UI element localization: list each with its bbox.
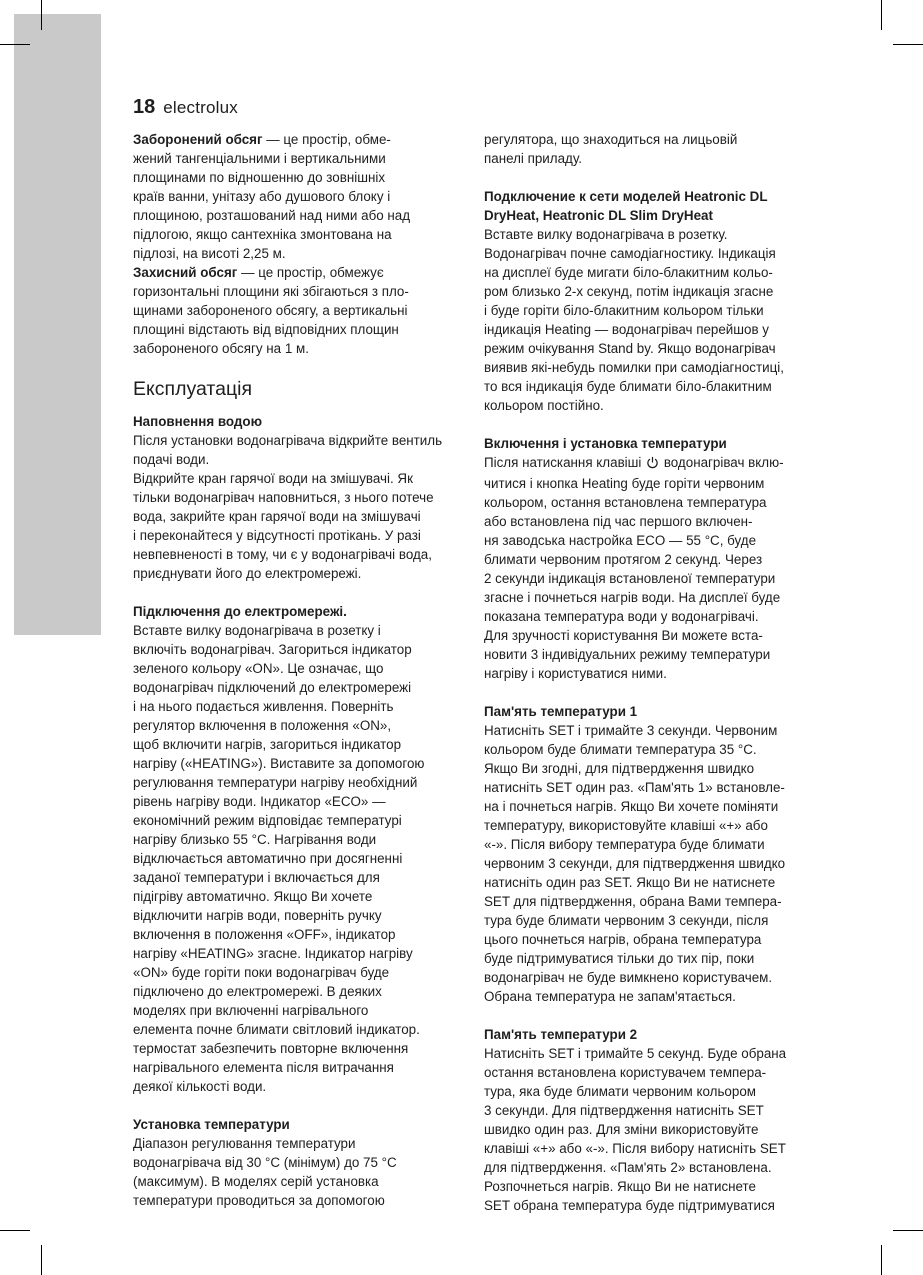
text-line: натисніть один раз SET. Якщо Ви не натиснете: [484, 875, 776, 890]
filling-water-text: [133, 431, 463, 583]
crop-mark: [893, 1230, 923, 1231]
text-line: [484, 453, 814, 474]
text-line: щинами забороненого обсягу, а вертикальні: [133, 303, 408, 318]
text-line: площиною, розташований над ними або над: [133, 208, 411, 223]
text-line: на і почнеться нагрів. Якщо Ви хочете поміняти: [484, 799, 779, 814]
text-line: щоб включити нагрів, загориться індикатор: [133, 737, 402, 752]
left-column: [133, 130, 463, 1210]
text-line: подачі води.: [133, 452, 210, 467]
heading-power-connection: Підключення до електромережі.: [133, 604, 347, 619]
text-line: Вставте вилку водонагрівача в розетку і: [133, 623, 381, 638]
term-protective-volume: Захисний обсяг: [133, 265, 238, 280]
text-line: Відкрийте кран гарячої води на змішувачі. Як: [133, 471, 413, 486]
continuation-text: [484, 130, 814, 168]
text-line: Для зручності користування Ви можете вста-: [484, 628, 763, 643]
text-line: натисніть SET один раз. «Пам'ять 1» встановле-: [484, 780, 785, 795]
text-line: невпевненості в тому, чи є у водонагрівачі вода,: [133, 547, 432, 562]
text-line: 2 секунди індикація встановленої температури: [484, 571, 776, 586]
text-line: панелі приладу.: [484, 151, 582, 166]
crop-mark: [41, 1245, 42, 1275]
heading-filling-water: Наповнення водою: [133, 414, 263, 429]
text-line: клавіші «+» або «-». Після вибору натисніть SET: [484, 1141, 786, 1156]
term-prohibited-volume: Заборонений обсяг: [133, 132, 263, 147]
text-line: ня заводська настройка ECO — 55 °C, буде: [484, 533, 757, 548]
text-line: підлозі, на висоті 2,25 м.: [133, 246, 286, 261]
text-line: цього почнеться нагрів, обрана температура: [484, 932, 762, 947]
text-line: згасне і почнеться нагрів води. На дисплеї буде: [484, 590, 781, 605]
text-line: остання встановлена користувачем темпера-: [484, 1065, 767, 1080]
text-line: або встановлена під час першого включен-: [484, 514, 753, 529]
text-line: країв ванни, унітазу або душового блоку і: [133, 189, 391, 204]
crop-mark: [893, 44, 923, 45]
text-line: SET обрана температура буде підтримуватися: [484, 1198, 775, 1213]
text-line: нагріву («HEATING»). Виставите за допомогою: [133, 756, 425, 771]
text-line: на дисплеї буде мигати біло-блакитним кольо-: [484, 265, 773, 280]
text-line: рівень нагріву води. Індикатор «ECO» —: [133, 794, 386, 809]
temperature-setting-text: [133, 1134, 463, 1210]
text-line: виявив які-небудь помилки при самодіагностиці,: [484, 360, 784, 375]
text-line: водонагрівач підключений до електромережі: [133, 680, 412, 695]
text-line: червоним 3 секунди, для підтвердження швидко: [484, 856, 786, 871]
heatronic-connection-text: [484, 225, 814, 415]
switch-on-temperature-text: [484, 453, 814, 683]
power-icon: [646, 455, 659, 474]
text-line: кольором, остання встановлена температура: [484, 495, 767, 510]
text-line: нагріву і користуватися ними.: [484, 666, 667, 681]
crop-mark: [0, 44, 30, 45]
text-line: індикація Heating — водонагрівач перейшов у: [484, 322, 769, 337]
text-line: кольором буде блимати температура 35 °C.: [484, 742, 757, 757]
crop-mark: [881, 0, 882, 30]
text-line: нагріву близько 55 °С. Нагрівання води: [133, 832, 377, 847]
text-line: заданої температури і включається для: [133, 870, 380, 885]
heading-line: Подключение к сети моделей Heatronic DL: [484, 189, 768, 204]
text-line: тура буде блимати червоним 3 секунди, після: [484, 913, 769, 928]
text-line: підігріву автоматично. Якщо Ви хочете: [133, 889, 373, 904]
text-line: читися і кнопка Heating буде горіти червоним: [484, 476, 765, 491]
text-line: Натисніть SET і тримайте 5 секунд. Буде обрана: [484, 1046, 787, 1061]
text-line: новити 3 індивідуальних режиму температури: [484, 647, 771, 662]
text-line: SET для підтвердження, обрана Вами темпера-: [484, 894, 782, 909]
brand-name: electrolux: [163, 98, 239, 117]
text-line: відключається автоматично при досягненні: [133, 851, 403, 866]
text-line: температури проводиться за допомогою: [133, 1193, 385, 1208]
crop-mark: [881, 1245, 882, 1275]
heading-heatronic-connection: [484, 187, 814, 225]
text-line: кольором постійно.: [484, 398, 604, 413]
right-column: [484, 130, 814, 1215]
text-line: нагріву «HEATING» згасне. Індикатор нагріву: [133, 946, 413, 961]
text-line: і на нього подається живлення. Поверніть: [133, 699, 394, 714]
text-line: водонагрівача від 30 °С (мінімум) до 75 °С: [133, 1155, 397, 1170]
heading-switch-on-temperature: Включення і установка температури: [484, 436, 727, 451]
memory-2-text: [484, 1044, 814, 1215]
text-line: забороненого обсягу на 1 м.: [133, 341, 309, 356]
text-line: горизонтальні площини які збігаються з пло-: [133, 284, 409, 299]
protective-volume-paragraph: [133, 263, 463, 358]
text-line: включіть водонагрівач. Загориться індикатор: [133, 642, 412, 657]
text-line: буде підтримуватися тільки до тих пір, поки: [484, 951, 755, 966]
text-line: то вся індикація буде блимати біло-блакитним: [484, 379, 772, 394]
text-line: 3 секунди. Для підтвердження натисніть SET: [484, 1103, 764, 1118]
text-line: Натисніть SET і тримайте 3 секунди. Червоним: [484, 723, 778, 738]
text-line: блимати червоним протягом 2 секунд. Через: [484, 552, 763, 567]
text-line: ром близько 2-х секунд, потім індикація згасне: [484, 284, 774, 299]
text-line: водонагрівач не буде вимкнено користувачем.: [484, 970, 773, 985]
text-line: регулятора, що знаходиться на лицьовій: [484, 132, 738, 147]
text-line: підлогою, якщо сантехніка змонтована на: [133, 227, 392, 242]
memory-1-text: [484, 721, 814, 1006]
text-line: елемента почне блимати світловий індикатор.: [133, 1022, 420, 1037]
crop-mark: [41, 0, 42, 30]
text-fragment: Після натискання клавіші: [484, 455, 646, 470]
text-line: режим очікування Stand by. Якщо водонагрівач: [484, 341, 776, 356]
text-line: Розпочнеться нагрів. Якщо Ви не натиснете: [484, 1179, 756, 1194]
text-line: Діапазон регулювання температури: [133, 1136, 356, 1151]
text-line: (максимум). В моделях серій установка: [133, 1174, 379, 1189]
text-line: вода, закрийте кран гарячої води на змішувачі: [133, 509, 421, 524]
crop-mark: [0, 1230, 30, 1231]
page-number: 18: [133, 96, 156, 118]
text-line: регулятор включення в положення «ON»,: [133, 718, 392, 733]
text-line: — це простір, обме-: [262, 132, 391, 147]
text-line: тура, яка буде блимати червоним кольором: [484, 1084, 756, 1099]
text-line: підключено до електромережі. В деяких: [133, 984, 382, 999]
heading-memory-1: Пам'ять температури 1: [484, 704, 638, 719]
text-line: деякої кількості води.: [133, 1079, 267, 1094]
text-line: швидко один раз. Для зміни використовуйте: [484, 1122, 759, 1137]
text-line: відключити нагрів води, поверніть ручку: [133, 908, 382, 923]
text-line: нагрівального елемента після витрачання: [133, 1060, 394, 1075]
heading-temperature-setting: Установка температури: [133, 1117, 290, 1132]
page-header: [133, 96, 238, 122]
heading-memory-2: Пам'ять температури 2: [484, 1027, 638, 1042]
page-edge-tab: [14, 14, 101, 635]
text-line: зеленого кольору «ON». Це означає, що: [133, 661, 384, 676]
text-line: жений тангенціальними і вертикальними: [133, 151, 386, 166]
text-line: Обрана температура не запам'ятається.: [484, 989, 736, 1004]
text-line: тільки водонагрівач наповниться, з нього потече: [133, 490, 434, 505]
text-line: регулювання температури нагріву необхідний: [133, 775, 418, 790]
text-line: показана температура води у водонагрівачі.: [484, 609, 759, 624]
text-line: — це простір, обмежує: [237, 265, 384, 280]
power-connection-text: [133, 621, 463, 1096]
text-line: термостат забезпечить повторне включення: [133, 1041, 409, 1056]
text-line: Після установки водонагрівача відкрийте вентиль: [133, 433, 443, 448]
text-line: і буде горіти біло-блакитним кольором тільки: [484, 303, 764, 318]
text-line: для підтвердження. «Пам'ять 2» встановлена.: [484, 1160, 772, 1175]
text-line: температуру, використовуйте клавіші «+» або: [484, 818, 768, 833]
heading-line: DryHeat, Heatronic DL Slim DryHeat: [484, 208, 713, 223]
text-line: Вставте вилку водонагрівача в розетку.: [484, 227, 728, 242]
text-line: приєднувати його до електромережі.: [133, 566, 362, 581]
text-line: включення в положення «OFF», індикатор: [133, 927, 396, 942]
text-line: Якщо Ви згодні, для підтвердження швидко: [484, 761, 755, 776]
prohibited-volume-paragraph: [133, 130, 463, 263]
section-title-operation: Експлуатація: [133, 378, 253, 400]
text-line: моделях при включенні нагрівального: [133, 1003, 369, 1018]
text-line: площині відстають від відповідних площин: [133, 322, 399, 337]
text-line: площинами по відношенню до зовнішніх: [133, 170, 386, 185]
text-line: «-». Після вибору температура буде блимати: [484, 837, 765, 852]
text-line: економічний режим відповідає температурі: [133, 813, 402, 828]
text-fragment: водонагрівач вклю-: [660, 455, 784, 470]
text-line: «ON» буде горіти поки водонагрівач буде: [133, 965, 390, 980]
text-line: Водонагрівач почне самодіагностику. Індикація: [484, 246, 776, 261]
text-line: і переконайтеся у відсутності протікань. У разі: [133, 528, 421, 543]
